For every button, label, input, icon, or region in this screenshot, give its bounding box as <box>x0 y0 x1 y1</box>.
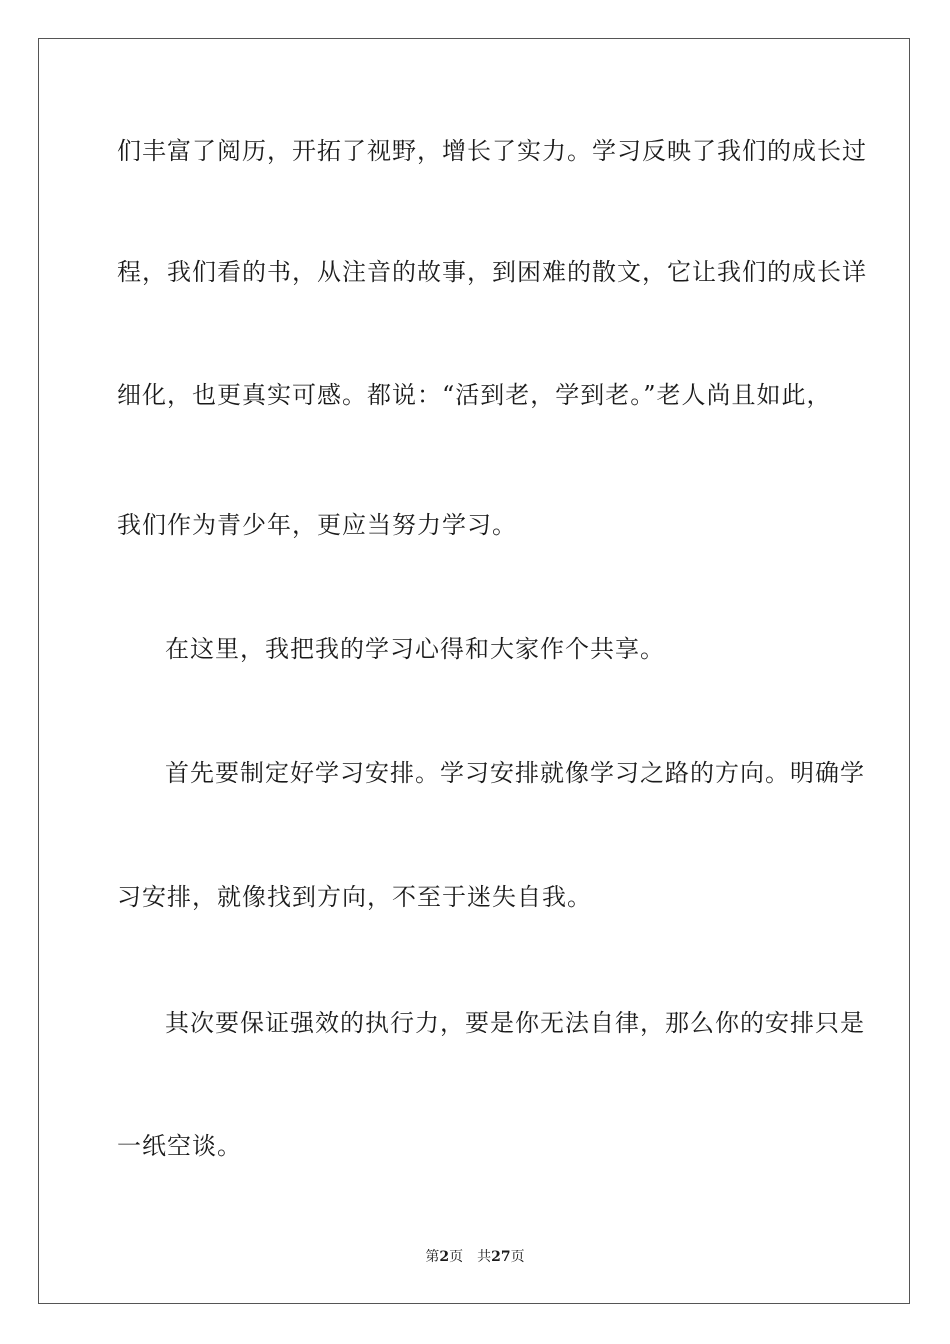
paragraph-line: 其次要保证强效的执行力，要是你无法自律，那么你的安排只是 <box>165 1009 865 1037</box>
total-prefix: 共 <box>477 1249 492 1265</box>
paragraph-line: 程，我们看的书，从注音的故事，到困难的散文，它让我们的成长详 <box>117 258 867 286</box>
paragraph-line: 一纸空谈。 <box>117 1132 242 1160</box>
paragraph-line: 细化，也更真实可感。都说：“活到老，学到老。”老人尚且如此， <box>117 381 832 409</box>
paragraph-line: 们丰富了阅历，开拓了视野，增长了实力。学习反映了我们的成长过 <box>117 137 867 165</box>
total-suffix: 页 <box>510 1249 525 1265</box>
page-suffix: 页 <box>449 1249 464 1265</box>
paragraph-line: 在这里，我把我的学习心得和大家作个共享。 <box>165 635 665 663</box>
page-number: 2 <box>439 1249 450 1265</box>
page-footer <box>0 1248 950 1266</box>
paragraph-line: 我们作为青少年，更应当努力学习。 <box>117 511 517 539</box>
page-border <box>38 38 910 1304</box>
total-pages: 27 <box>491 1249 511 1265</box>
paragraph-line: 习安排，就像找到方向，不至于迷失自我。 <box>117 883 592 911</box>
paragraph-line: 首先要制定好学习安排。学习安排就像学习之路的方向。明确学 <box>165 759 865 787</box>
page-prefix: 第 <box>425 1249 440 1265</box>
